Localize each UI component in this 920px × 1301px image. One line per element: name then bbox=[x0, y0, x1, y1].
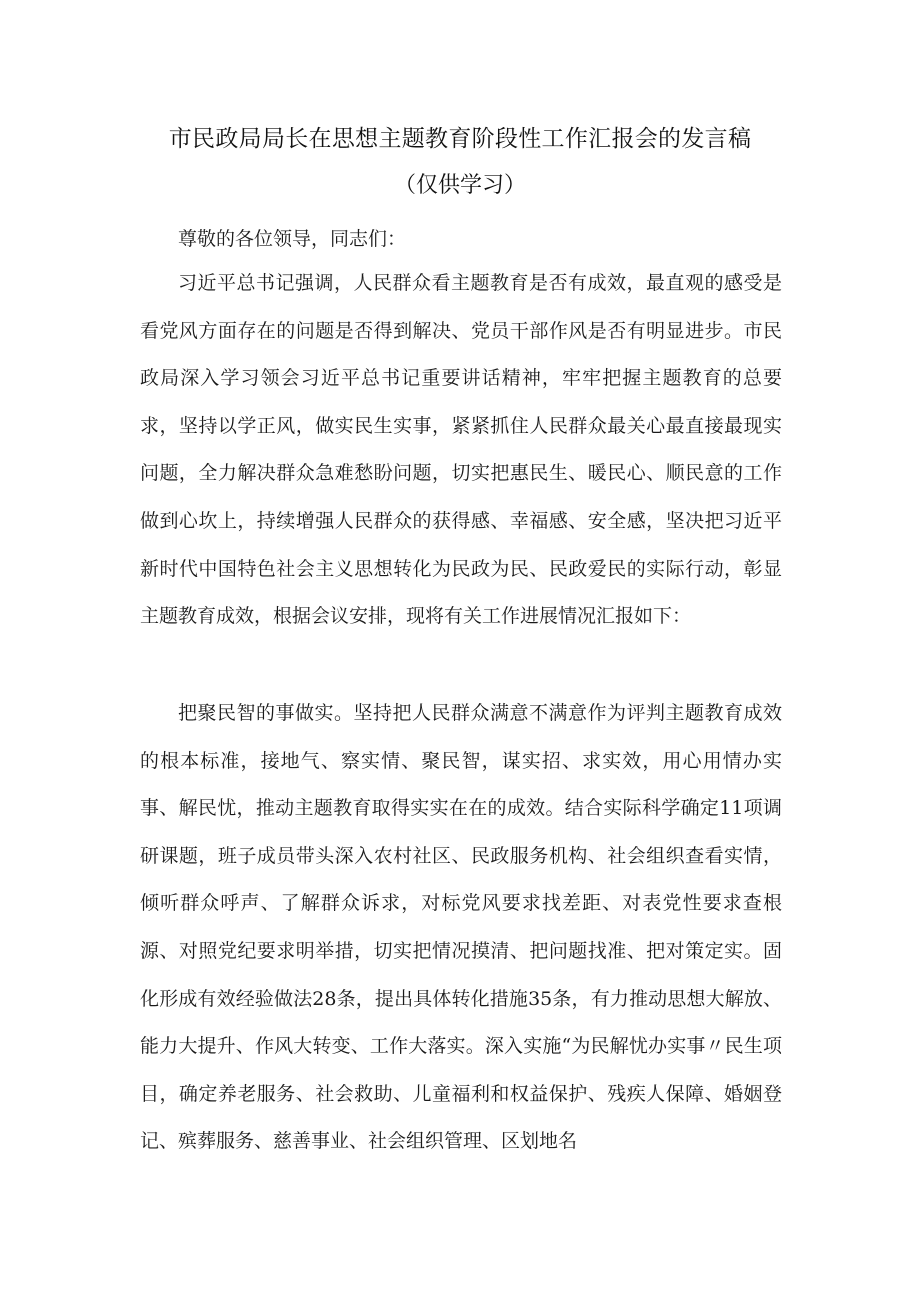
paragraph-2: 把聚民智的事做实。坚持把人民群众满意不满意作为评判主题教育成效的根本标准，接地气、察实情、聚民智，谋实招、求实效，用心用情办实事、解民忧，推动主题教育取得实实在在的成效。结合实际科学确定11项调研课题，班子成员带头深入农村社区、民政服务机构、社会组织查看实情，倾听群众呼声、了解群众诉求，对标党风要求找差距、对表党性要求查根源、对照党纪要求明举措，切实把情况摸清、把问题找准、把对策定实。固化形成有效经验做法28条，提出具体转化措施35条，有力推动思想大解放、能力大提升、作风大转变、工作大落实。深入实施“为民解忧办实事〃民生项目，确定养老服务、社会救助、儿童福利和权益保护、残疾人保障、婚姻登记、殡葬服务、慈善事业、社会组织管理、区划地名 bbox=[140, 702, 782, 1153]
salutation: 尊敬的各位领导，同志们： bbox=[178, 228, 407, 250]
paragraph-1: 习近平总书记强调，人民群众看主题教育是否有成效，最直观的感受是看党风方面存在的问题是否得到解决、党员干部作风是否有明显进步。市民政局深入学习领会习近平总书记重要讲话精神，牢牢把握主题教育的总要求，坚持以学正风，做实民生实事，紧紧抓住人民群众最关心最直接最现实问题，全力解决群众急难愁盼问题，切实把惠民生、暖民心、顺民意的工作做到心坎上，持续增强人民群众的获得感、幸福感、安全感，坚决把习近平新时代中国特色社会主义思想转化为民政为民、民政爱民的实际行动，彰显主题教育成效，根据会议安排，现将有关工作进展情况汇报如下： bbox=[140, 272, 782, 628]
document-title: 市民政局局长在思想主题教育阶段性工作汇报会的发言稿 bbox=[168, 126, 752, 152]
document-subtitle: （仅供学习） bbox=[393, 173, 526, 198]
